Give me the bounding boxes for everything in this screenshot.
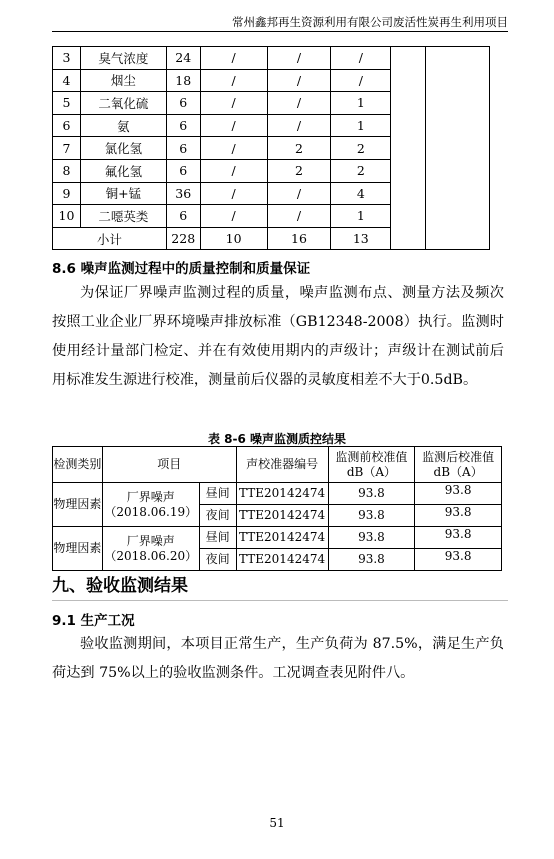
blank-col-a [391,47,426,250]
category-cell: 物理因素 [53,483,103,527]
cell-c: / [267,69,331,92]
calibrator-cell: TTE20142474 [236,549,328,571]
after-cell: 93.8 [415,483,502,505]
cell-no: 3 [53,47,81,70]
cell-d: 1 [331,205,391,228]
cell-a: 6 [166,205,200,228]
table-row [53,483,502,505]
cell-name: 臭气浓度 [80,47,166,70]
cell-d: 4 [331,182,391,205]
header-calibrator: 声校准器编号 [236,447,328,483]
section-9-1-heading: 9.1 生产工况 [52,613,135,629]
cell-c: / [267,205,331,228]
cell-d: / [331,69,391,92]
table-header-row [53,447,502,483]
cell-no: 10 [53,205,81,228]
cell-name: 二氧化硫 [80,92,166,115]
category-cell: 物理因素 [53,527,103,571]
cell-no: 5 [53,92,81,115]
cell-d: 2 [331,159,391,182]
cell-d: / [331,47,391,70]
after-cell: 93.8 [415,549,502,571]
cell-no: 9 [53,182,81,205]
calibrator-cell: TTE20142474 [236,527,328,549]
cell-b: / [200,69,267,92]
cell-b: / [200,114,267,137]
cell-b: / [200,159,267,182]
header-item: 项目 [102,447,236,483]
calibrator-cell: TTE20142474 [236,483,328,505]
header-category: 检测类别 [53,447,103,483]
cell-c: / [267,114,331,137]
before-cell: 93.8 [328,505,415,527]
cell-name: 氨 [80,114,166,137]
after-cell: 93.8 [415,505,502,527]
cell-name: 二噁英类 [80,205,166,228]
period-cell: 昼间 [199,527,236,549]
cell-b: / [200,47,267,70]
cell-a: 6 [166,159,200,182]
before-cell: 93.8 [328,527,415,549]
section-9-1-paragraph: 验收监测期间，本项目正常生产，生产负荷为 87.5%，满足生产负荷达到 75%以上的验收监测条件。工况调查表见附件八。 [52,636,504,681]
header-rule [52,31,508,32]
blank-col-b [426,47,490,250]
cell-c: / [267,47,331,70]
calibrator-cell: TTE20142474 [236,505,328,527]
period-cell: 夜间 [199,549,236,571]
section-8-6-paragraph: 为保证厂界噪声监测过程的质量，噪声监测布点、测量方法及频次按照工业企业厂界环境噪声排放标准（GB12348-2008）执行。监测时使用经计量部门检定、并在有效使用期内的声级计；声级计在测试前后用标准发生源进行校准，测量前后仪器的灵敏度相差不大于0.5dB。 [52,285,504,388]
cell-a: 6 [166,114,200,137]
subtotal-a: 228 [166,227,200,250]
item-date: （2018.06.19） [104,504,198,519]
cell-d: 1 [331,92,391,115]
section-8-6-heading: 8.6 噪声监测过程中的质量控制和质量保证 [52,261,311,277]
subtotal-b: 10 [200,227,267,250]
period-cell: 夜间 [199,505,236,527]
running-header: 常州鑫邦再生资源利用有限公司废活性炭再生利用项目 [232,15,508,29]
cell-no: 6 [53,114,81,137]
after-cell: 93.8 [415,527,502,549]
item-cell [102,483,199,527]
chapter-9-title: 九、验收监测结果 [52,576,188,596]
header-before: 监测前校准值 dB（A） [328,447,415,483]
cell-c: 2 [267,159,331,182]
cell-d: 1 [331,114,391,137]
subtotal-label: 小计 [53,227,167,250]
table-caption: 表 8-6 噪声监测质控结果 [207,432,347,446]
cell-d: 2 [331,137,391,160]
cell-c: / [267,92,331,115]
cell-no: 8 [53,159,81,182]
period-cell: 昼间 [199,483,236,505]
table-row [53,47,490,70]
pollutant-count-table [52,46,490,250]
table-row [53,527,502,549]
item-cell [102,527,199,571]
cell-name: 烟尘 [80,69,166,92]
cell-b: / [200,205,267,228]
cell-b: / [200,137,267,160]
noise-qc-table [52,446,502,571]
header-after: 监测后校准值 dB（A） [415,447,502,483]
cell-a: 6 [166,92,200,115]
cell-b: / [200,182,267,205]
item-date: （2018.06.20） [104,548,198,563]
cell-b: / [200,92,267,115]
item-name: 厂界噪声 [126,533,175,548]
before-cell: 93.8 [328,549,415,571]
cell-name: 氟化氢 [80,159,166,182]
cell-c: / [267,182,331,205]
cell-a: 36 [166,182,200,205]
cell-no: 7 [53,137,81,160]
cell-c: 2 [267,137,331,160]
cell-a: 18 [166,69,200,92]
page-number: 51 [269,816,285,830]
cell-a: 24 [166,47,200,70]
cell-no: 4 [53,69,81,92]
cell-name: 氯化氢 [80,137,166,160]
subtotal-d: 13 [331,227,391,250]
cell-name: 铜+锰 [80,182,166,205]
cell-a: 6 [166,137,200,160]
subtotal-c: 16 [267,227,331,250]
chapter-rule [52,600,508,601]
before-cell: 93.8 [328,483,415,505]
item-name: 厂界噪声 [126,489,175,504]
